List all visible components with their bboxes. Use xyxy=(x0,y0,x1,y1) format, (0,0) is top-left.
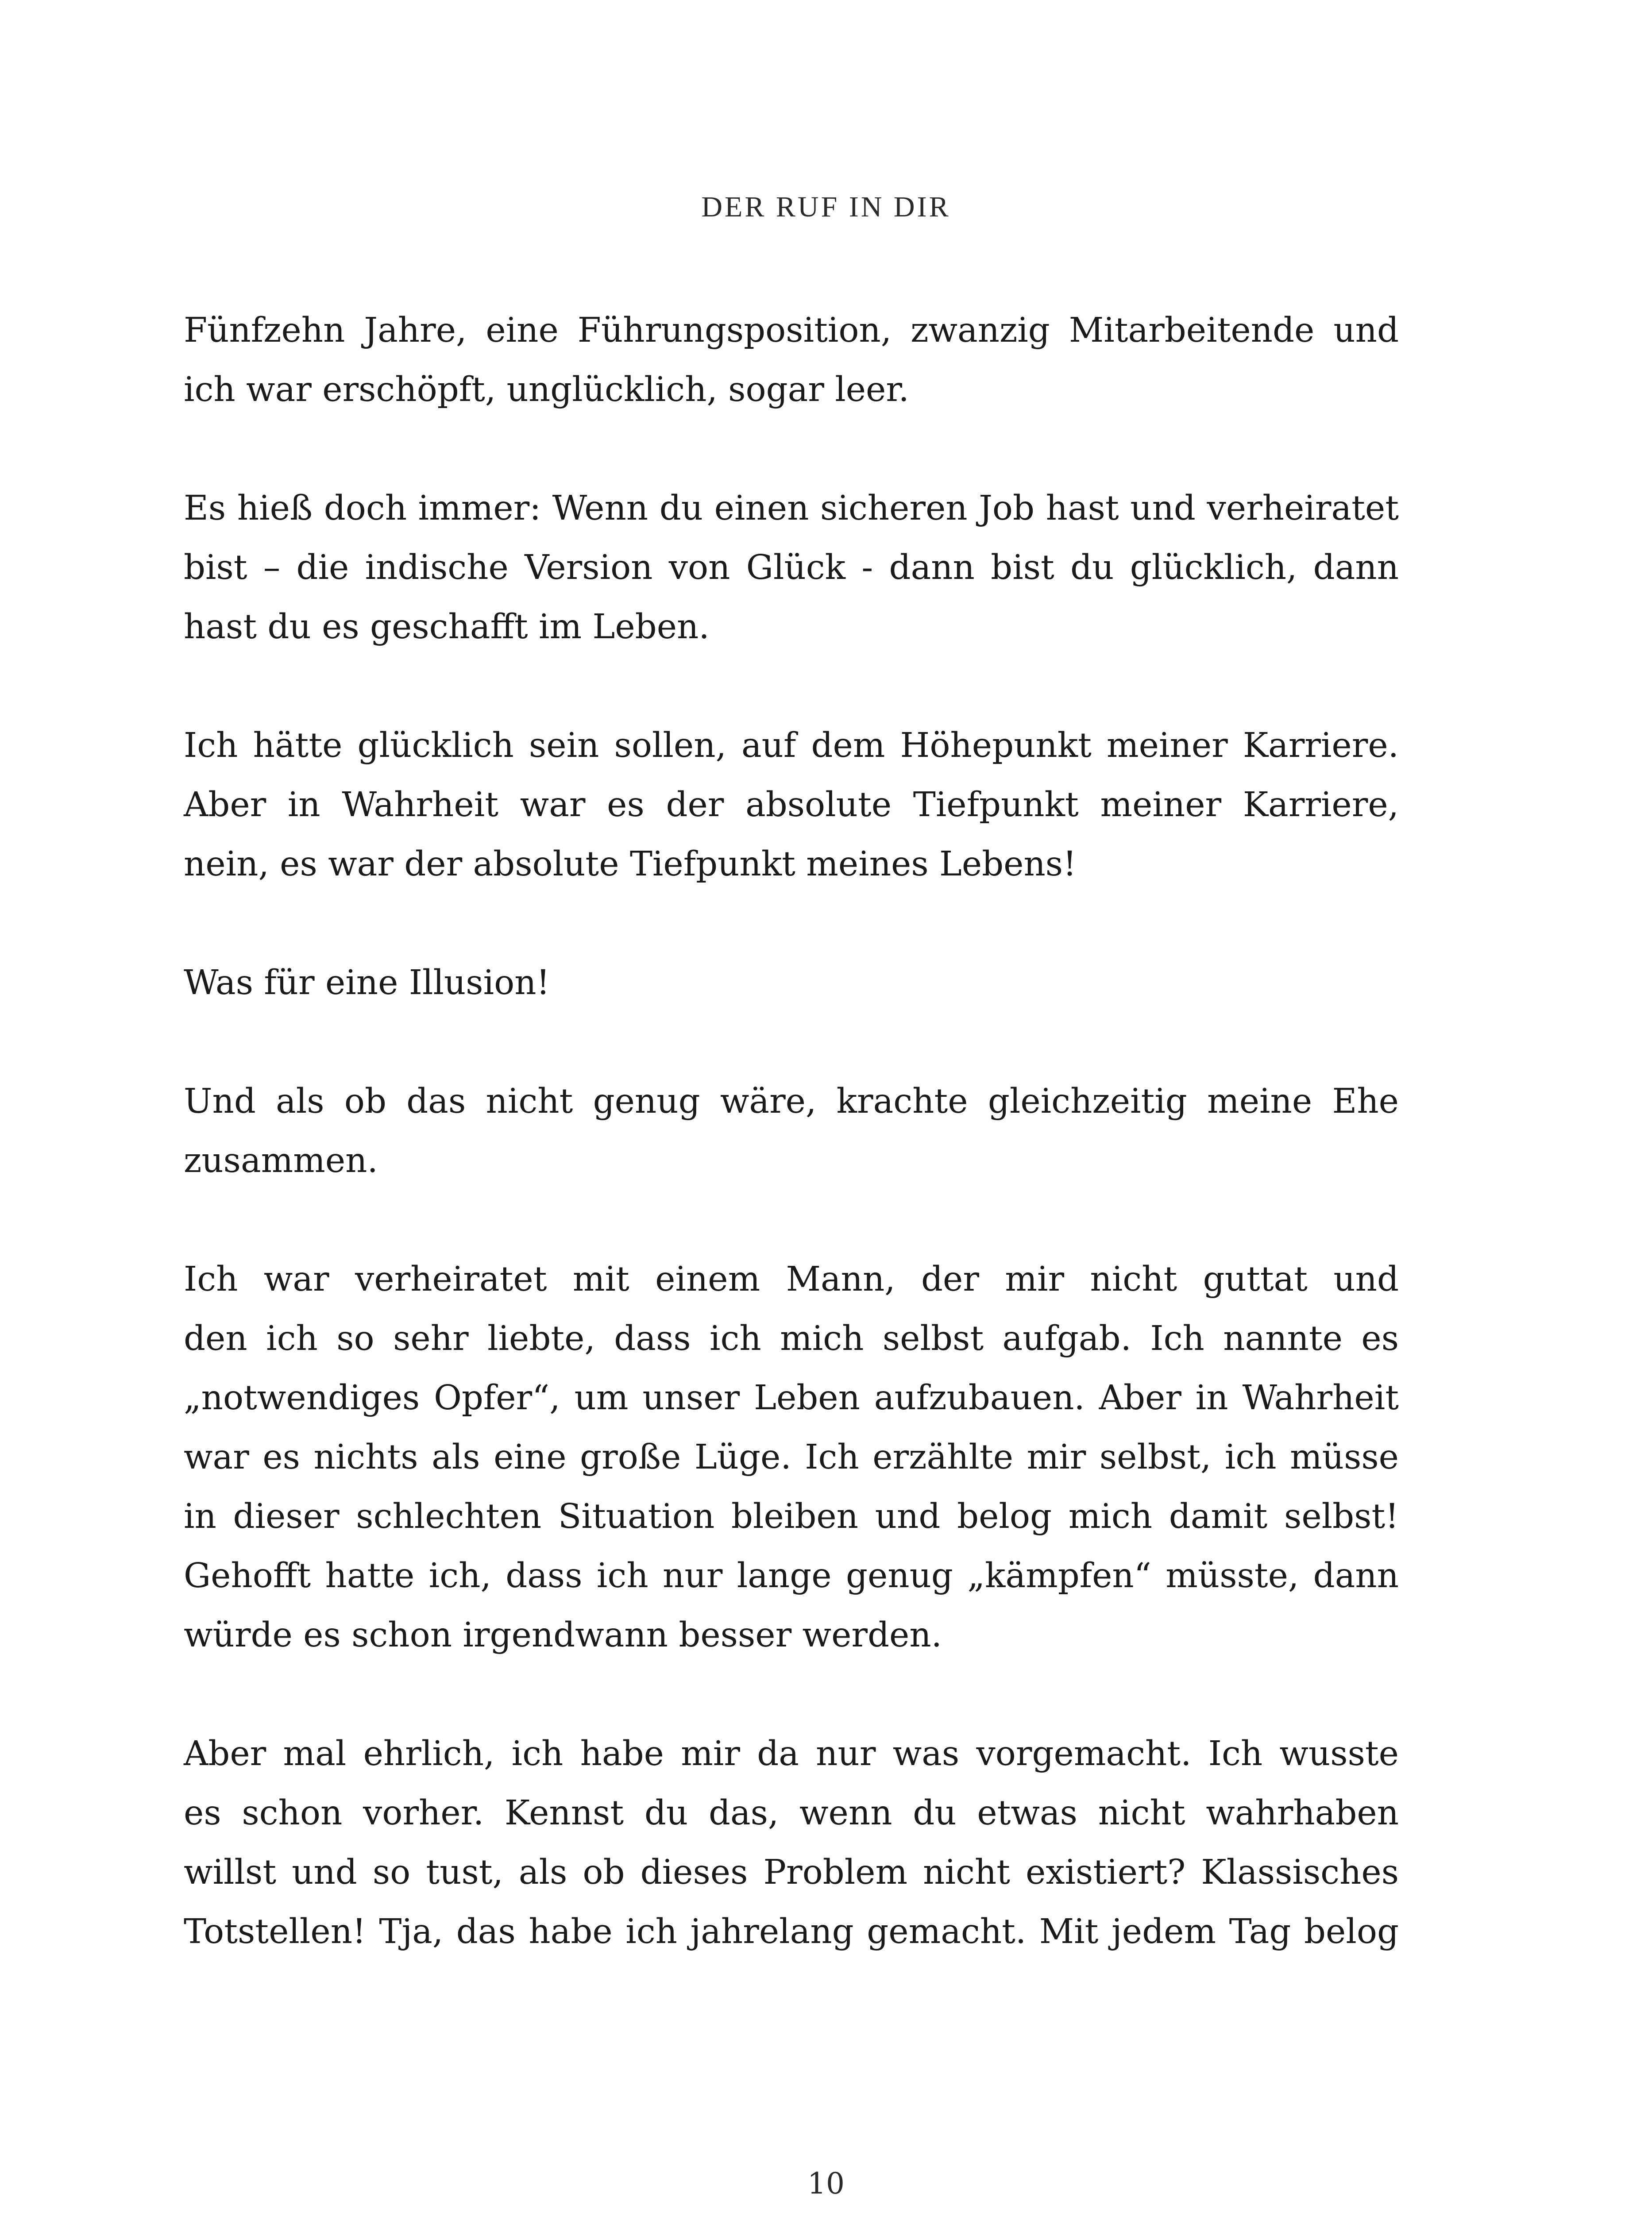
text-line: Was für eine Illusion! xyxy=(184,963,550,1002)
paragraph xyxy=(184,716,1399,894)
text-line: ich war erschöpft, unglücklich, sogar leer. xyxy=(184,370,909,409)
paragraph xyxy=(184,301,1399,420)
running-head: DER RUF IN DIR xyxy=(701,191,951,223)
paragraph xyxy=(184,479,1399,657)
text-line: willst und so tust, als ob dieses Problem nicht existiert? Klassisches xyxy=(184,1853,1399,1892)
page-number: 10 xyxy=(807,2167,845,2201)
text-line: Totstellen! Tja, das habe ich jahrelang gemacht. Mit jedem Tag belog xyxy=(184,1912,1399,1951)
paragraph xyxy=(184,1724,1399,1962)
text-line: „notwendiges Opfer“, um unser Leben aufzubauen. Aber in Wahrheit xyxy=(184,1378,1399,1418)
paragraph xyxy=(184,953,1399,1013)
text-line: Ich war verheiratet mit einem Mann, der mir nicht guttat und xyxy=(184,1260,1399,1299)
text-line: zusammen. xyxy=(184,1141,378,1180)
text-line: Gehofft hatte ich, dass ich nur lange genug „kämpfen“ müsste, dann xyxy=(184,1556,1399,1596)
text-line: würde es schon irgendwann besser werden. xyxy=(184,1615,942,1655)
text-line: nein, es war der absolute Tiefpunkt meines Lebens! xyxy=(184,844,1077,884)
text-line: war es nichts als eine große Lüge. Ich erzählte mir selbst, ich müsse xyxy=(184,1438,1399,1477)
paragraph xyxy=(184,1250,1399,1665)
text-line: Aber in Wahrheit war es der absolute Tiefpunkt meiner Karriere, xyxy=(184,785,1399,825)
text-line: in dieser schlechten Situation bleiben und belog mich damit selbst! xyxy=(184,1497,1399,1536)
text-line: den ich so sehr liebte, dass ich mich selbst aufgab. Ich nannte es xyxy=(184,1319,1399,1358)
text-line: es schon vorher. Kennst du das, wenn du etwas nicht wahrhaben xyxy=(184,1793,1399,1833)
text-line: Fünfzehn Jahre, eine Führungsposition, zwanzig Mitarbeitende und xyxy=(184,311,1399,350)
text-line: Ich hätte glücklich sein sollen, auf dem Höhepunkt meiner Karriere. xyxy=(184,726,1399,765)
text-line: bist – die indische Version von Glück - dann bist du glücklich, dann xyxy=(184,548,1399,587)
text-line: hast du es geschafft im Leben. xyxy=(184,607,710,647)
body-text xyxy=(184,301,1399,1962)
paragraph xyxy=(184,1072,1399,1191)
text-line: Es hieß doch immer: Wenn du einen sicheren Job hast und verheiratet xyxy=(184,489,1399,528)
text-line: Aber mal ehrlich, ich habe mir da nur was vorgemacht. Ich wusste xyxy=(184,1734,1399,1773)
text-line: Und als ob das nicht genug wäre, krachte gleichzeitig meine Ehe xyxy=(184,1082,1399,1121)
